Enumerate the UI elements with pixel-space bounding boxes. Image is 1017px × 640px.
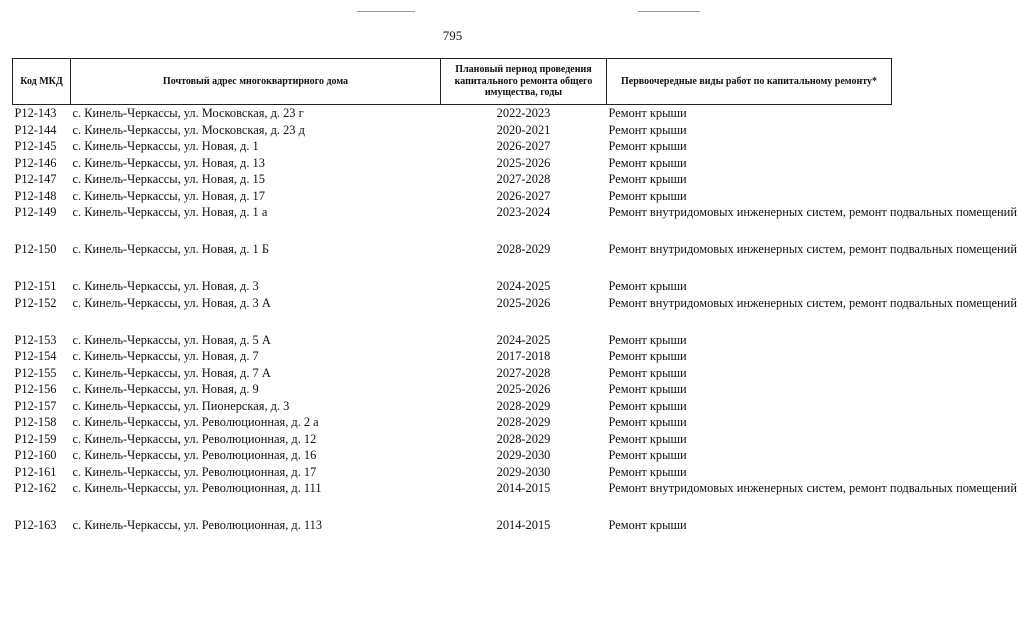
- cell-code: P12-151: [14, 279, 57, 293]
- cell-works: Ремонт внутридомовых инженерных систем, ремонт подвальных помещений: [608, 295, 1017, 310]
- table-row: [13, 122, 892, 139]
- cell-works: Ремонт крыши: [608, 518, 687, 532]
- cell-period: 2027-2028: [496, 172, 551, 186]
- cell-period: 2025-2026: [496, 382, 551, 396]
- cell-works: Ремонт крыши: [608, 382, 687, 396]
- cell-works: Ремонт крыши: [608, 332, 687, 347]
- cell-code: P12-147: [14, 172, 57, 186]
- cell-period: 2028-2029: [496, 242, 551, 256]
- cell-code: P12-143: [14, 106, 57, 120]
- cell-address: с. Кинель-Черкассы, ул. Революционная, д. 113: [72, 518, 323, 532]
- scan-artifact: [638, 11, 700, 12]
- cell-code: P12-155: [14, 365, 57, 380]
- table-row: [13, 447, 892, 464]
- cell-address: с. Кинель-Черкассы, ул. Революционная, д. 17: [72, 464, 317, 479]
- cell-period: 2028-2029: [496, 398, 551, 413]
- table-row: [13, 381, 892, 398]
- cell-works: Ремонт крыши: [608, 122, 687, 137]
- cell-works: Ремонт крыши: [608, 415, 687, 429]
- table-row: [13, 241, 892, 278]
- table-row: [13, 171, 892, 188]
- cell-period: 2027-2028: [496, 365, 551, 380]
- cell-code: P12-149: [14, 205, 57, 219]
- cell-address: с. Кинель-Черкассы, ул. Новая, д. 15: [72, 172, 265, 186]
- capital-repair-table: [12, 58, 1017, 534]
- cell-address: с. Кинель-Черкассы, ул. Новая, д. 7: [72, 349, 259, 363]
- cell-address: с. Кинель-Черкассы, ул. Новая, д. 13: [72, 155, 265, 170]
- cell-code: P12-162: [14, 481, 57, 495]
- table-row: [13, 295, 892, 332]
- cell-works: Ремонт крыши: [608, 139, 687, 153]
- header-code: Код МКД: [13, 59, 71, 105]
- table-row: [13, 204, 892, 241]
- cell-address: с. Кинель-Черкассы, ул. Новая, д. 3 А: [72, 295, 271, 310]
- table-header-row: [13, 59, 892, 105]
- cell-works: Ремонт внутридомовых инженерных систем, ремонт подвальных помещений: [608, 481, 1017, 495]
- cell-address: с. Кинель-Черкассы, ул. Революционная, д. 12: [72, 431, 317, 446]
- cell-works: Ремонт крыши: [608, 155, 687, 170]
- table-row: [13, 332, 892, 349]
- cell-period: 2026-2027: [496, 188, 551, 203]
- cell-code: P12-145: [14, 139, 57, 153]
- table-row: [13, 188, 892, 205]
- table-row: [13, 138, 892, 155]
- cell-code: P12-150: [14, 242, 57, 256]
- cell-works: Ремонт крыши: [608, 349, 687, 363]
- cell-period: 2029-2030: [496, 464, 551, 479]
- cell-address: с. Кинель-Черкассы, ул. Новая, д. 5 А: [72, 332, 271, 347]
- cell-period: 2025-2026: [496, 155, 551, 170]
- cell-works: Ремонт крыши: [608, 188, 687, 203]
- table-row: [13, 155, 892, 172]
- cell-code: P12-144: [14, 122, 57, 137]
- table-row: [13, 464, 892, 481]
- cell-code: P12-157: [14, 398, 57, 413]
- cell-period: 2020-2021: [496, 122, 551, 137]
- header-address: Почтовый адрес многоквартирного дома: [71, 59, 441, 105]
- cell-period: 2014-2015: [496, 481, 551, 495]
- cell-address: с. Кинель-Черкассы, ул. Новая, д. 3: [72, 279, 259, 293]
- cell-address: с. Кинель-Черкассы, ул. Новая, д. 17: [72, 188, 265, 203]
- cell-code: P12-160: [14, 448, 57, 462]
- cell-works: Ремонт внутридомовых инженерных систем, ремонт подвальных помещений: [608, 242, 1017, 256]
- cell-code: P12-153: [14, 332, 57, 347]
- cell-code: P12-148: [14, 188, 57, 203]
- cell-code: P12-154: [14, 349, 57, 363]
- cell-address: с. Кинель-Черкассы, ул. Новая, д. 7 А: [72, 365, 271, 380]
- cell-code: P12-158: [14, 415, 57, 429]
- cell-works: Ремонт крыши: [608, 279, 687, 293]
- cell-works: Ремонт крыши: [608, 172, 687, 186]
- cell-address: с. Кинель-Черкассы, ул. Московская, д. 23 д: [72, 122, 305, 137]
- cell-code: P12-161: [14, 464, 57, 479]
- header-works: Первоочередные виды работ по капитальному ремонту*: [607, 59, 892, 105]
- header-period: Плановый период проведения капитального ремонта общего имущества, годы: [441, 59, 607, 105]
- cell-period: 2028-2029: [496, 415, 551, 429]
- cell-works: Ремонт внутридомовых инженерных систем, ремонт подвальных помещений: [608, 205, 1017, 219]
- table-row: [13, 398, 892, 415]
- cell-address: с. Кинель-Черкассы, ул. Новая, д. 1: [72, 139, 259, 153]
- cell-works: Ремонт крыши: [608, 365, 687, 380]
- table-row: [13, 517, 892, 534]
- cell-address: с. Кинель-Черкассы, ул. Революционная, д. 2 а: [72, 415, 319, 429]
- page-number: 795: [442, 28, 463, 43]
- cell-works: Ремонт крыши: [608, 448, 687, 462]
- cell-period: 2028-2029: [496, 431, 551, 446]
- table-row: [13, 278, 892, 295]
- cell-address: с. Кинель-Черкассы, ул. Новая, д. 1 а: [72, 205, 268, 219]
- cell-period: 2023-2024: [496, 205, 551, 219]
- cell-address: с. Кинель-Черкассы, ул. Московская, д. 23 г: [72, 106, 304, 120]
- table-row: [13, 480, 892, 517]
- cell-works: Ремонт крыши: [608, 464, 687, 479]
- cell-works: Ремонт крыши: [608, 106, 687, 120]
- cell-address: с. Кинель-Черкассы, ул. Революционная, д. 16: [72, 448, 317, 462]
- cell-period: 2014-2015: [496, 518, 551, 532]
- cell-period: 2017-2018: [496, 349, 551, 363]
- cell-period: 2025-2026: [496, 295, 551, 310]
- cell-code: P12-156: [14, 382, 57, 396]
- cell-address: с. Кинель-Черкассы, ул. Новая, д. 1 Б: [72, 242, 269, 256]
- cell-period: 2026-2027: [496, 139, 551, 153]
- table-row: [13, 365, 892, 382]
- table-row: [13, 105, 892, 122]
- cell-address: с. Кинель-Черкассы, ул. Пионерская, д. 3: [72, 398, 290, 413]
- cell-code: P12-152: [14, 295, 57, 310]
- cell-works: Ремонт крыши: [608, 398, 687, 413]
- table-row: [13, 414, 892, 431]
- table-row: [13, 348, 892, 365]
- table-body: [13, 105, 1017, 534]
- cell-code: P12-163: [14, 518, 57, 532]
- cell-period: 2029-2030: [496, 448, 551, 462]
- cell-code: P12-159: [14, 431, 57, 446]
- cell-address: с. Кинель-Черкассы, ул. Революционная, д. 111: [72, 481, 322, 495]
- cell-code: P12-146: [14, 155, 57, 170]
- cell-works: Ремонт крыши: [608, 431, 687, 446]
- cell-address: с. Кинель-Черкассы, ул. Новая, д. 9: [72, 382, 259, 396]
- table-row: [13, 431, 892, 448]
- scan-artifact: [357, 11, 415, 12]
- cell-period: 2022-2023: [496, 106, 551, 120]
- cell-period: 2024-2025: [496, 332, 551, 347]
- cell-period: 2024-2025: [496, 279, 551, 293]
